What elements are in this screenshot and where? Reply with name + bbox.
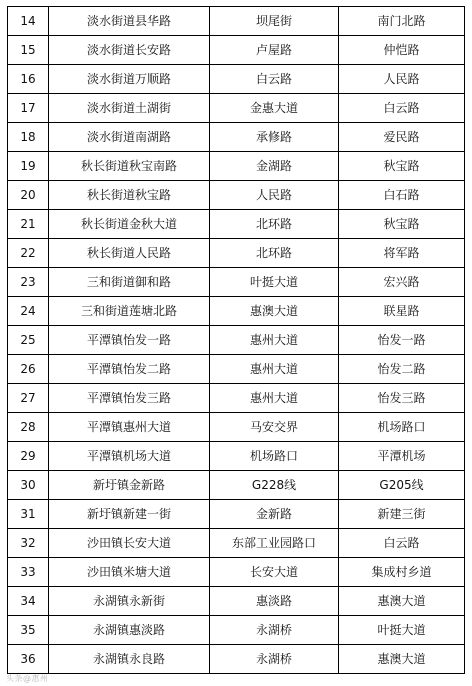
end-point-cell: 机场路口 [339,413,465,442]
row-number-cell: 23 [8,268,49,297]
start-point-cell: 惠澳大道 [210,297,339,326]
row-number-cell: 24 [8,297,49,326]
road-name-cell: 平潭镇怡发一路 [49,326,210,355]
end-point-cell: 秋宝路 [339,210,465,239]
row-number-cell: 19 [8,152,49,181]
end-point-cell: 秋宝路 [339,152,465,181]
table-row [8,268,465,297]
table-row [8,297,465,326]
table-row [8,7,465,36]
row-number-cell: 14 [8,7,49,36]
table-row [8,239,465,268]
table-row [8,471,465,500]
table-row [8,616,465,645]
watermark: 头条@惠州 [6,674,49,683]
start-point-cell: 东部工业园路口 [210,529,339,558]
road-name-cell: 永湖镇永新街 [49,587,210,616]
row-number-cell: 28 [8,413,49,442]
end-point-cell: 白云路 [339,529,465,558]
start-point-cell: 坝尾街 [210,7,339,36]
road-name-cell: 秋长街道人民路 [49,239,210,268]
table-row [8,181,465,210]
table-row [8,152,465,181]
table-row [8,645,465,674]
row-number-cell: 21 [8,210,49,239]
start-point-cell: 北环路 [210,239,339,268]
row-number-cell: 22 [8,239,49,268]
row-number-cell: 33 [8,558,49,587]
start-point-cell: 卢屋路 [210,36,339,65]
road-name-cell: 平潭镇机场大道 [49,442,210,471]
row-number-cell: 31 [8,500,49,529]
end-point-cell: G205线 [339,471,465,500]
road-name-cell: 沙田镇米塘大道 [49,558,210,587]
end-point-cell: 平潭机场 [339,442,465,471]
table-row [8,442,465,471]
table-row [8,65,465,94]
table-row [8,413,465,442]
table-row [8,94,465,123]
end-point-cell: 惠澳大道 [339,645,465,674]
start-point-cell: 永湖桥 [210,616,339,645]
road-name-cell: 秋长街道秋宝南路 [49,152,210,181]
row-number-cell: 36 [8,645,49,674]
road-name-cell: 淡水街道长安路 [49,36,210,65]
road-name-cell: 淡水街道县华路 [49,7,210,36]
row-number-cell: 29 [8,442,49,471]
road-name-cell: 秋长街道秋宝路 [49,181,210,210]
end-point-cell: 白石路 [339,181,465,210]
row-number-cell: 17 [8,94,49,123]
end-point-cell: 仲恺路 [339,36,465,65]
start-point-cell: 惠州大道 [210,384,339,413]
table-row [8,123,465,152]
table-row [8,529,465,558]
end-point-cell: 怡发一路 [339,326,465,355]
table-row [8,355,465,384]
row-number-cell: 26 [8,355,49,384]
end-point-cell: 怡发三路 [339,384,465,413]
start-point-cell: 承修路 [210,123,339,152]
row-number-cell: 25 [8,326,49,355]
road-table [7,6,465,674]
start-point-cell: 北环路 [210,210,339,239]
row-number-cell: 32 [8,529,49,558]
start-point-cell: 马安交界 [210,413,339,442]
start-point-cell: 金新路 [210,500,339,529]
end-point-cell: 爱民路 [339,123,465,152]
road-name-cell: 新圩镇新建一街 [49,500,210,529]
road-name-cell: 平潭镇怡发二路 [49,355,210,384]
road-name-cell: 平潭镇惠州大道 [49,413,210,442]
end-point-cell: 怡发二路 [339,355,465,384]
table-row [8,384,465,413]
start-point-cell: 惠州大道 [210,355,339,384]
row-number-cell: 27 [8,384,49,413]
road-name-cell: 淡水街道土湖街 [49,94,210,123]
table-row [8,500,465,529]
road-name-cell: 三和街道御和路 [49,268,210,297]
table-row [8,210,465,239]
start-point-cell: 金惠大道 [210,94,339,123]
start-point-cell: 惠州大道 [210,326,339,355]
road-name-cell: 永湖镇惠淡路 [49,616,210,645]
road-name-cell: 永湖镇永良路 [49,645,210,674]
row-number-cell: 35 [8,616,49,645]
row-number-cell: 18 [8,123,49,152]
end-point-cell: 惠澳大道 [339,587,465,616]
end-point-cell: 集成村乡道 [339,558,465,587]
road-name-cell: 三和街道莲塘北路 [49,297,210,326]
table-row [8,587,465,616]
end-point-cell: 叶挺大道 [339,616,465,645]
row-number-cell: 16 [8,65,49,94]
start-point-cell: G228线 [210,471,339,500]
end-point-cell: 联星路 [339,297,465,326]
road-name-cell: 秋长街道金秋大道 [49,210,210,239]
row-number-cell: 34 [8,587,49,616]
table-row [8,326,465,355]
row-number-cell: 20 [8,181,49,210]
start-point-cell: 惠淡路 [210,587,339,616]
start-point-cell: 机场路口 [210,442,339,471]
road-name-cell: 淡水街道南湖路 [49,123,210,152]
start-point-cell: 金湖路 [210,152,339,181]
end-point-cell: 新建三街 [339,500,465,529]
start-point-cell: 叶挺大道 [210,268,339,297]
road-name-cell: 沙田镇长安大道 [49,529,210,558]
start-point-cell: 永湖桥 [210,645,339,674]
row-number-cell: 30 [8,471,49,500]
road-name-cell: 淡水街道万顺路 [49,65,210,94]
road-name-cell: 平潭镇怡发三路 [49,384,210,413]
table-row [8,558,465,587]
row-number-cell: 15 [8,36,49,65]
start-point-cell: 白云路 [210,65,339,94]
end-point-cell: 白云路 [339,94,465,123]
end-point-cell: 宏兴路 [339,268,465,297]
road-name-cell: 新圩镇金新路 [49,471,210,500]
end-point-cell: 南门北路 [339,7,465,36]
start-point-cell: 人民路 [210,181,339,210]
table-row [8,36,465,65]
end-point-cell: 将军路 [339,239,465,268]
road-table-body [8,7,465,674]
end-point-cell: 人民路 [339,65,465,94]
start-point-cell: 长安大道 [210,558,339,587]
